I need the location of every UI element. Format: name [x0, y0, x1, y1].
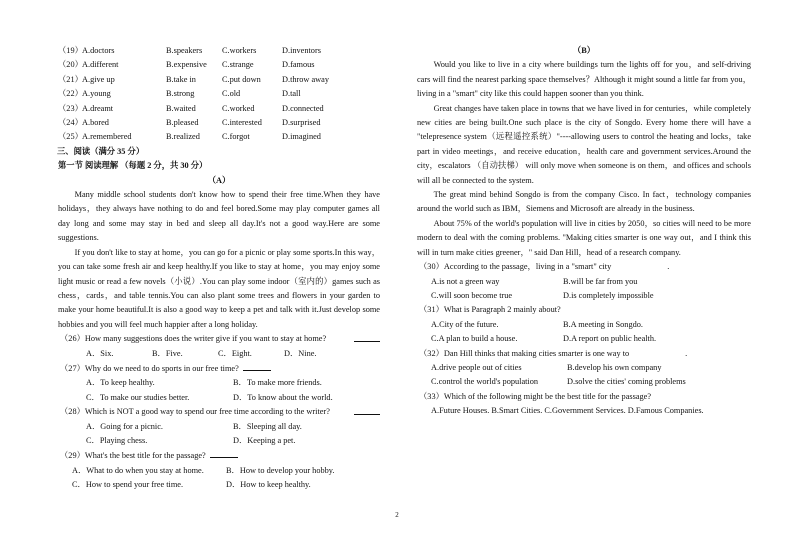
option-c[interactable]: C.A plan to build a house. [431, 334, 518, 344]
option-d[interactable]: D．Keeping a pet. [233, 435, 296, 445]
option-b[interactable]: B.waited [166, 103, 196, 113]
question-options [417, 275, 751, 289]
question-number: （23） [58, 103, 83, 113]
option-a[interactable]: A.different [82, 60, 119, 70]
option-b[interactable]: B.strong [166, 89, 195, 99]
question-options [58, 391, 380, 405]
question-options [417, 318, 751, 332]
vocab-option-row [58, 130, 380, 144]
right-column [417, 44, 751, 419]
option-d[interactable]: D.tall [282, 89, 301, 99]
option-a[interactable]: A．Six. [86, 348, 114, 358]
option-d[interactable]: D.solve the cities' coming problems [567, 377, 686, 387]
question-number: （24） [58, 118, 83, 128]
options-line[interactable]: A.Future Houses. B.Smart Cities. C.Government Services. D.Famous Companies. [431, 406, 704, 416]
subsection-title: 第一节 阅读理解 （每题 2 分，共 30 分） [58, 161, 208, 171]
option-a[interactable]: A.drive people out of cities [431, 362, 522, 372]
vocab-option-row [58, 73, 380, 87]
answer-blank[interactable] [354, 332, 380, 342]
question-stem: （28）Which is NOT a good way to spend our free time according to the writer? [60, 407, 330, 417]
option-d[interactable]: D．How to keep healthy. [226, 480, 311, 490]
question-options [58, 478, 380, 492]
question-options [417, 375, 751, 389]
option-b[interactable]: B.expensive [166, 60, 207, 70]
option-d[interactable]: D.connected [282, 103, 324, 113]
option-c[interactable]: C.forgot [222, 132, 250, 142]
question-27 [58, 361, 380, 376]
question-29 [58, 448, 380, 463]
passage-b-paragraph: About 75% of the world's population will live in cities by 2050，so cities will need to be more modern to deal with the coming problems. "Making cities smarter is one way out，and I think this will in turn make cities greener，" said Dan Hill，head of a research company. [417, 218, 751, 257]
option-a[interactable]: A.remembered [82, 132, 132, 142]
question-end: . [685, 348, 688, 358]
vocab-option-row [58, 58, 380, 72]
vocab-options-list [58, 44, 380, 145]
option-c[interactable]: C.strange [222, 60, 254, 70]
option-d[interactable]: D.imagined [282, 132, 321, 142]
option-a[interactable]: A.young [82, 89, 111, 99]
question-30 [417, 260, 751, 274]
option-a[interactable]: A.is not a green way [431, 276, 500, 286]
option-b[interactable]: B.speakers [166, 46, 203, 55]
question-stem: （31）What is Paragraph 2 mainly about? [419, 305, 561, 315]
option-d[interactable]: D.surprised [282, 118, 321, 128]
question-32 [417, 347, 751, 361]
option-c[interactable]: C.worked [222, 103, 255, 113]
option-b[interactable]: B.develop his own company [567, 362, 662, 372]
question-stem: （29）What's the best title for the passage? [60, 451, 206, 461]
question-33 [417, 390, 751, 404]
question-options [417, 289, 751, 303]
section-title: 三、阅读（满分 35 分） [57, 146, 145, 156]
question-stem: （30）According to the passage，living in a "smart" city [419, 262, 612, 272]
question-stem: （26）How many suggestions does the writer give if you want to stay at home? [60, 334, 327, 344]
passage-a-paragraph: Many middle school students don't know how to spend their free time.When they have holidays，they always have nothing to do and feel bored.Some may play computer games all day long and some may stay in bed and sleep all day.It's not a good way.Here are some suggestions. [58, 190, 380, 243]
option-c[interactable]: C．Playing chess. [86, 435, 148, 445]
question-options [58, 464, 380, 478]
option-a[interactable]: A.bored [82, 118, 109, 128]
question-end: . [667, 262, 670, 272]
vocab-option-row [58, 44, 380, 58]
option-c[interactable]: C.old [222, 89, 241, 99]
vocab-option-row [58, 102, 380, 116]
question-stem: （27）Why do we need to do sports in our free time? [60, 363, 239, 373]
option-a[interactable]: A．Going for a picnic. [86, 421, 163, 431]
option-c[interactable]: C．How to spend your free time. [72, 480, 184, 490]
option-a[interactable]: A.City of the future. [431, 319, 499, 329]
option-d[interactable]: D．Nine. [284, 348, 317, 358]
option-a[interactable]: A.give up [82, 74, 115, 84]
question-options [417, 404, 751, 418]
option-a[interactable]: A．To keep healthy. [86, 378, 155, 388]
left-column [58, 44, 380, 493]
question-number: （20） [58, 60, 83, 70]
option-b[interactable]: B.will be far from you [563, 276, 638, 286]
answer-blank[interactable] [354, 405, 380, 415]
option-b[interactable]: B.A meeting in Songdo. [563, 319, 643, 329]
option-c[interactable]: C．Eight. [218, 348, 252, 358]
option-c[interactable]: C.control the world's population [431, 377, 539, 387]
option-d[interactable]: D.inventors [282, 46, 321, 55]
option-b[interactable]: B．Five. [152, 348, 183, 358]
question-options [417, 332, 751, 346]
option-b[interactable]: B．Sleeping all day. [233, 421, 302, 431]
option-d[interactable]: D.famous [282, 60, 315, 70]
question-number: （19） [58, 46, 83, 55]
passage-b-paragraph: The great mind behind Songdo is from the company Cisco. In fact，technology companies around the world such as IBM，Siemens and Microsoft are already in the business. [417, 190, 751, 214]
option-c[interactable]: C.put down [222, 74, 261, 84]
option-a[interactable]: A．What to do when you stay at home. [72, 465, 204, 475]
question-options [58, 347, 380, 361]
question-26 [58, 332, 380, 346]
question-number: （22） [58, 89, 83, 99]
option-c[interactable]: C.workers [222, 46, 257, 55]
question-number: （21） [58, 74, 83, 84]
passage-b-paragraph: Would you like to live in a city where buildings turn the lights off for you，and self-driving cars will find the nearest parking space themselves？Although it might sound a little far from you，living in a "smart" city like this could happen sooner than you think. [417, 60, 751, 99]
question-options [58, 420, 380, 434]
option-c[interactable]: C.interested [222, 118, 262, 128]
option-d[interactable]: D．To know about the world. [233, 392, 333, 402]
answer-blank[interactable] [243, 361, 271, 371]
option-b[interactable]: B.pleased [166, 118, 199, 128]
vocab-option-row [58, 116, 380, 130]
page-number: 2 [395, 511, 399, 519]
question-options [58, 434, 380, 448]
option-b[interactable]: B．To make more friends. [233, 378, 322, 388]
option-a[interactable]: A.doctors [82, 46, 115, 55]
passage-b-paragraph: Great changes have taken place in towns that we have lived in for centuries，while completely new cities are being built.One such place is the city of Songdo. Every home there will have a "telepresence system（远程遥控系统）"----allowing users to control the heating and locks，take part in video meetings，and receive education，health care and government services.Around the city，escalators （自动扶梯） will only move when someone is on them，and offices and schools will all be connected to the system. [417, 103, 751, 185]
question-stem: （33）Which of the following might be the best title for the passage? [419, 391, 652, 401]
passage-a-label: （A） [207, 175, 231, 185]
question-number: （25） [58, 132, 83, 142]
option-b[interactable]: B.take in [166, 74, 196, 84]
option-d[interactable]: D.is completely impossible [563, 290, 654, 300]
answer-blank[interactable] [210, 448, 238, 458]
question-28 [58, 405, 380, 419]
passage-a-paragraph: If you don't like to stay at home，you can go for a picnic or play some sports.In this way，you can take some fresh air and keep healthy.If you like to stay at home，you may enjoy some light music or read a few novels（小说）.You can play some indoor（室内的）games such as chess，cards，and table tennis.You can also plant some trees and flowers in your garden to make your home beautiful.It is also a good way to keep a pet and talk with it.Just develop some hobbies and you will feel much happier after a long holiday. [58, 247, 380, 329]
question-31 [417, 303, 751, 317]
vocab-option-row [58, 87, 380, 101]
option-a[interactable]: A.dreamt [82, 103, 114, 113]
option-d[interactable]: D.A report on public health. [563, 334, 657, 344]
option-c[interactable]: C.will soon become true [431, 290, 513, 300]
option-d[interactable]: D.throw away [282, 74, 330, 84]
option-c[interactable]: C．To make our studies better. [86, 392, 190, 402]
option-b[interactable]: B.realized [166, 132, 200, 142]
question-stem: （32）Dan Hill thinks that making cities smarter is one way to [419, 348, 630, 358]
question-options [58, 376, 380, 390]
question-options [417, 361, 751, 375]
passage-b-label: （B） [572, 46, 596, 55]
option-b[interactable]: B．How to develop your hobby. [226, 465, 335, 475]
